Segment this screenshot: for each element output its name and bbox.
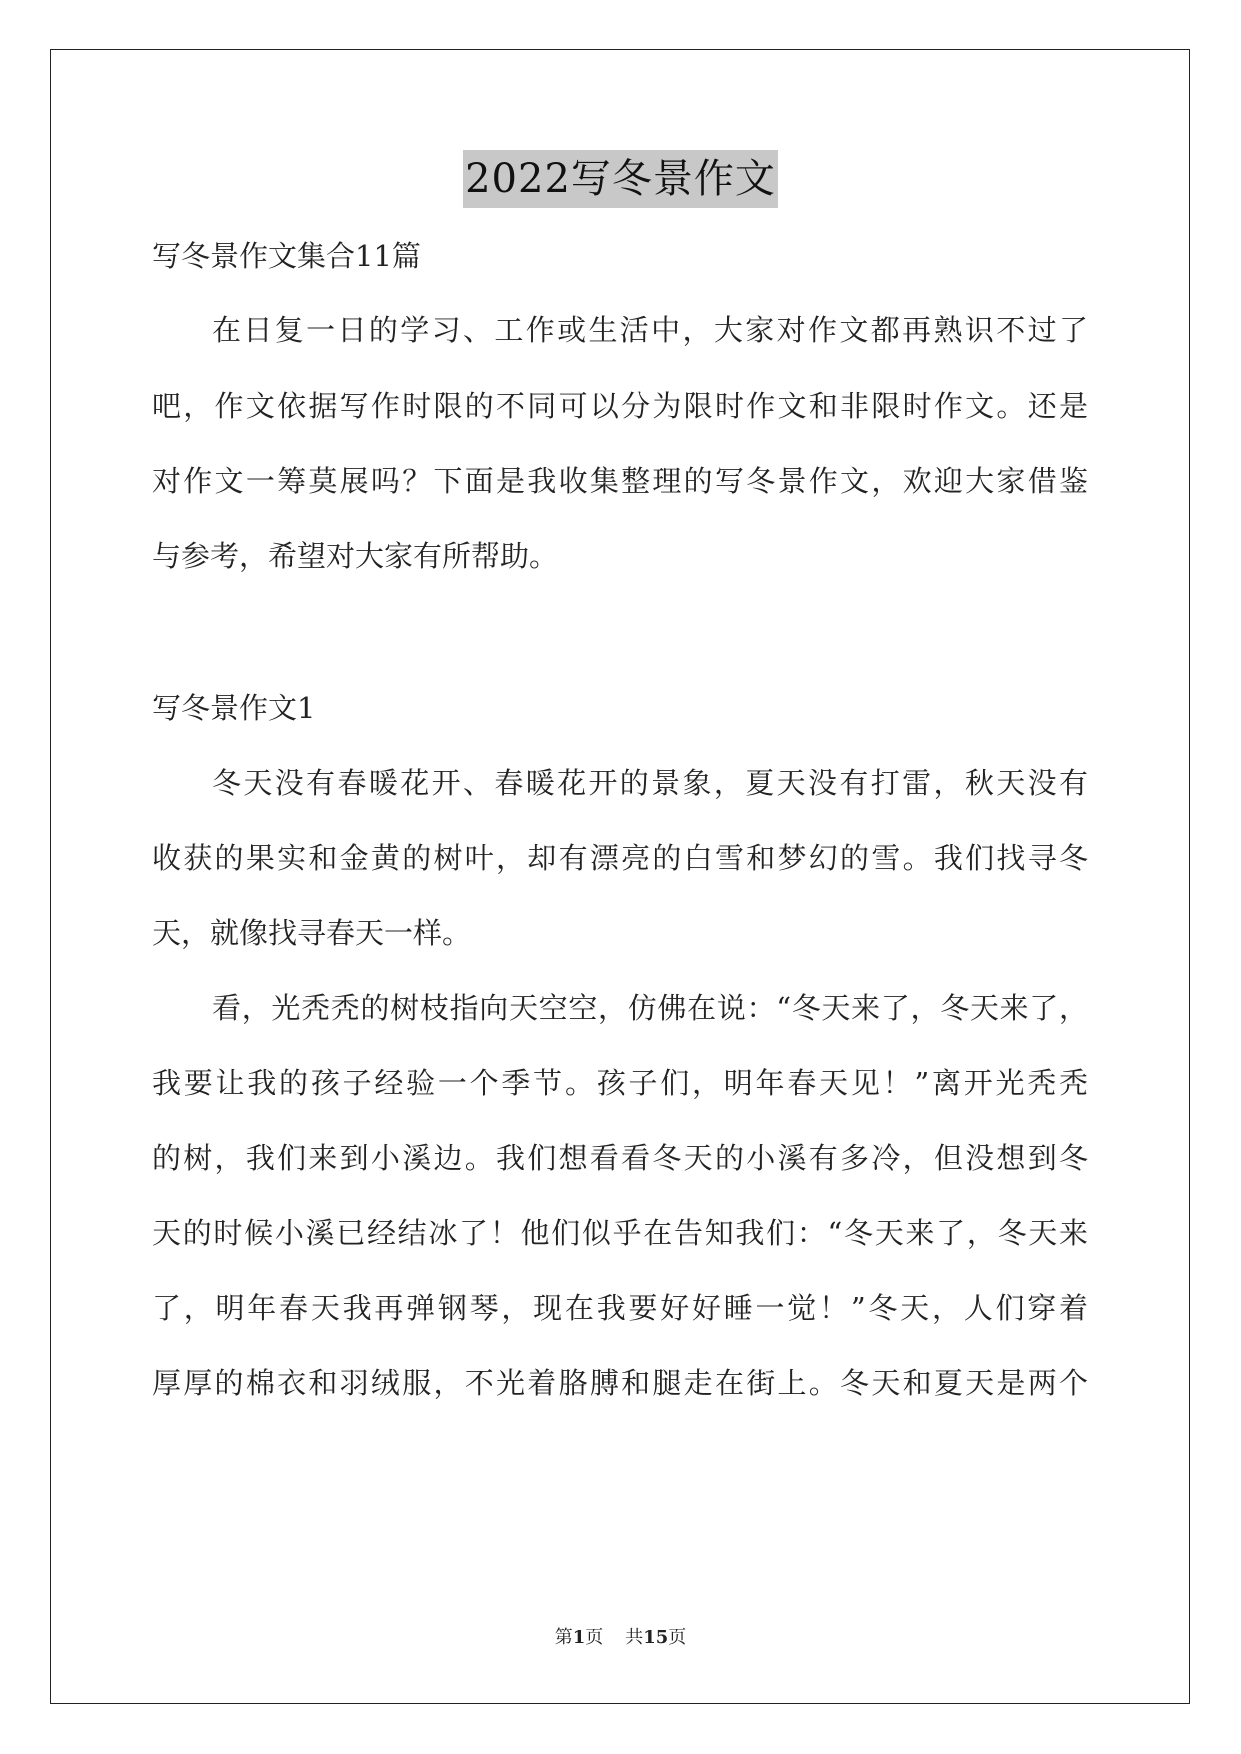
title-container — [0, 150, 1241, 208]
para2-line-5: 了，明年春天我再弹钢琴，现在我要好好睡一觉！”冬天，人们穿着 — [152, 1291, 1088, 1325]
document-title: 2022写冬景作文 — [463, 150, 778, 208]
para2-line-4: 天的时候小溪已经结冰了！他们似乎在告知我们：“冬天来了，冬天来 — [152, 1216, 1088, 1250]
para1-line-1: 冬天没有春暖花开、春暖花开的景象，夏天没有打雷，秋天没有 — [212, 766, 1088, 800]
para2-line-1: 看，光秃秃的树枝指向天空空，仿佛在说：“冬天来了，冬天来了， — [212, 991, 1088, 1025]
intro-line-1: 在日复一日的学习、工作或生活中，大家对作文都再熟识不过了 — [212, 313, 1088, 347]
page-suffix: 页 — [585, 1627, 604, 1648]
total-prefix: 共 — [625, 1627, 644, 1648]
intro-line-4: 与参考，希望对大家有所帮助。 — [152, 539, 559, 573]
para2-line-3: 的树，我们来到小溪边。我们想看看冬天的小溪有多冷，但没想到冬 — [152, 1141, 1088, 1175]
intro-line-3: 对作文一筹莫展吗？下面是我收集整理的写冬景作文，欢迎大家借鉴 — [152, 464, 1088, 498]
document-subtitle: 写冬景作文集合11篇 — [152, 239, 421, 273]
para1-line-3: 天，就像找寻春天一样。 — [152, 916, 472, 950]
para1-line-2: 收获的果实和金黄的树叶，却有漂亮的白雪和梦幻的雪。我们找寻冬 — [152, 841, 1088, 875]
para2-line-2: 我要让我的孩子经验一个季节。孩子们，明年春天见！”离开光秃秃 — [152, 1066, 1088, 1100]
page-footer — [0, 1626, 1241, 1650]
total-pages: 15 — [643, 1627, 669, 1648]
intro-line-2: 吧，作文依据写作时限的不同可以分为限时作文和非限时作文。还是 — [152, 389, 1088, 423]
page-number: 1 — [572, 1627, 586, 1648]
total-suffix: 页 — [668, 1627, 687, 1648]
section-heading: 写冬景作文1 — [152, 691, 316, 725]
para2-line-6: 厚厚的棉衣和羽绒服，不光着胳膊和腿走在街上。冬天和夏天是两个 — [152, 1366, 1088, 1400]
page-prefix: 第 — [554, 1627, 573, 1648]
